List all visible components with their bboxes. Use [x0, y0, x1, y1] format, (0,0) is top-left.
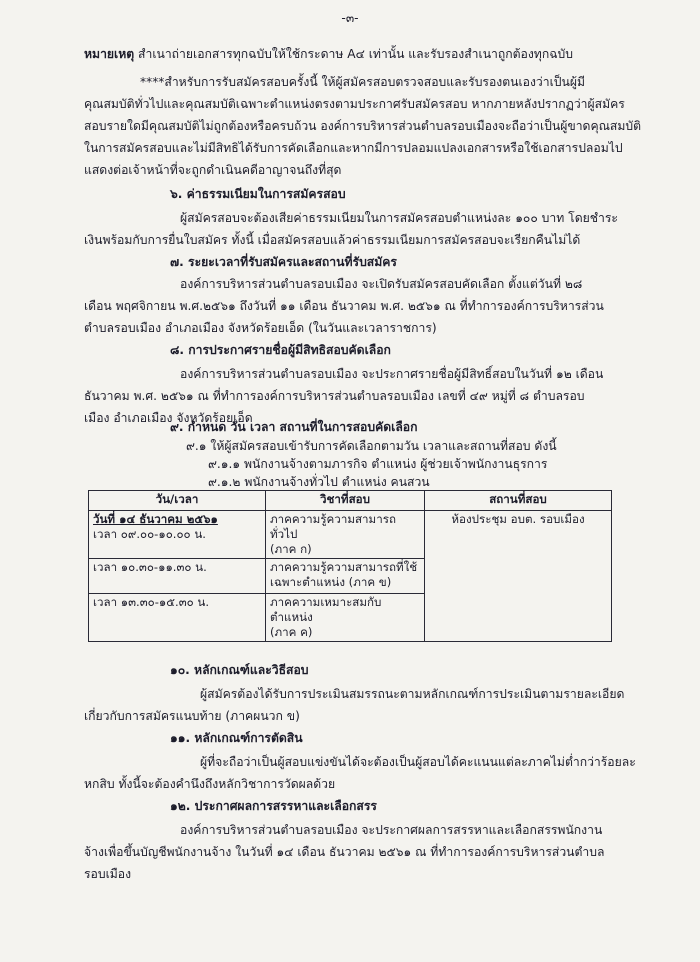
- section-11-heading: ๑๑. หลักเกณฑ์การตัดสิน: [170, 731, 303, 745]
- table-header-row: [89, 491, 612, 511]
- section-8-line-3: เมือง อำเภอเมือง จังหวัดร้อยเอ็ด: [84, 411, 253, 425]
- time-slot: เวลา ๐๙.๐๐-๑๐.๐๐ น.: [93, 527, 206, 541]
- remark-label: หมายเหตุ: [84, 47, 135, 61]
- subject-line: เฉพาะตำแหน่ง (ภาค ข): [270, 575, 392, 589]
- table-row: [89, 511, 612, 559]
- intro-line-3: สอบรายใดมีคุณสมบัติไม่ถูกต้องหรือครบถ้วน องค์การบริหารส่วนตำบลรอบเมืองจะถือว่าเป็นผู้ขาดคุณสมบัติ: [84, 119, 642, 133]
- header-date-time: วัน/เวลา: [89, 491, 266, 511]
- section-9-item-1: ๙.๑.๑ พนักงานจ้างตามภารกิจ ตำแหน่ง ผู้ช่วยเจ้าพนักงานธุรการ: [208, 457, 548, 471]
- header-venue: สถานที่สอบ: [425, 491, 612, 511]
- section-8-line-1: องค์การบริหารส่วนตำบลรอบเมือง จะประกาศรายชื่อผู้มีสิทธิ์สอบในวันที่ ๑๒ เดือน: [180, 367, 604, 381]
- section-7-line-2: เดือน พฤศจิกายน พ.ศ.๒๕๖๑ ถึงวันที่ ๑๑ เดือน ธันวาคม พ.ศ. ๒๕๖๑ ณ ที่ทำการองค์การบริหารส่วน: [84, 299, 604, 313]
- section-8-heading: ๘. การประกาศรายชื่อผู้มีสิทธิสอบคัดเลือก: [170, 343, 391, 357]
- section-10-heading: ๑๐. หลักเกณฑ์และวิธีสอบ: [170, 663, 309, 677]
- page-number: -๓-: [341, 11, 359, 25]
- section-7-line-3: ตำบลรอบเมือง อำเภอเมือง จังหวัดร้อยเอ็ด (ในวันและเวลาราชการ): [84, 321, 437, 335]
- intro-line-5: แสดงต่อเจ้าหน้าที่จะถูกดำเนินคดีอาญาจนถึงที่สุด: [84, 163, 342, 177]
- section-6-line-1: ผู้สมัครสอบจะต้องเสียค่าธรรมเนียมในการสมัครสอบตำแหน่งละ ๑๐๐ บาท โดยชำระ: [180, 211, 618, 225]
- section-9-heading: ๙. กำหนด วัน เวลา สถานที่ในการสอบคัดเลือก: [170, 420, 418, 434]
- section-9-item-2: ๙.๑.๒ พนักงานจ้างทั่วไป ตำแหน่ง คนสวน: [208, 475, 430, 489]
- section-12-line-1: องค์การบริหารส่วนตำบลรอบเมือง จะประกาศผลการสรรหาและเลือกสรรพนักงาน: [180, 823, 603, 837]
- section-7-heading: ๗. ระยะเวลาที่รับสมัครและสถานที่รับสมัคร: [170, 255, 397, 269]
- section-10-line-1: ผู้สมัครต้องได้รับการประเมินสมรรถนะตามหลักเกณฑ์การประเมินตามรายละเอียด: [200, 687, 625, 701]
- intro-line-4: ในการสมัครสอบและไม่มีสิทธิได้รับการคัดเลือกและหากมีการปลอมแปลงเอกสารหรือใช้เอกสารปลอมไป: [84, 141, 623, 155]
- section-11-line-2: หกสิบ ทั้งนี้จะต้องคำนึงถึงหลักวิชาการวัดผลด้วย: [84, 777, 336, 791]
- section-6-line-2: เงินพร้อมกับการยื่นใบสมัคร ทั้งนี้ เมื่อสมัครสอบแล้วค่าธรรมเนียมการสมัครสอบจะเรียกคืนไม่ได้: [84, 233, 581, 247]
- venue: ห้องประชุม อบต. รอบเมือง: [451, 512, 585, 526]
- subject-line: (ภาค ก): [270, 542, 312, 556]
- remark-line: [84, 46, 573, 62]
- subject-line: ภาคความรู้ความสามารถทั่วไป: [270, 512, 396, 541]
- subject-line: ภาคความรู้ความสามารถที่ใช้: [270, 560, 418, 574]
- section-6-heading: ๖. ค่าธรรมเนียมในการสมัครสอบ: [170, 187, 346, 201]
- section-12-line-2: จ้างเพื่อขึ้นบัญชีพนักงานจ้าง ในวันที่ ๑๔ เดือน ธันวาคม ๒๕๖๑ ณ ที่ทำการองค์การบริหารส่วนตำบล: [84, 845, 605, 859]
- section-7-line-1: องค์การบริหารส่วนตำบลรอบเมือง จะเปิดรับสมัครสอบคัดเลือก ตั้งแต่วันที่ ๒๘: [180, 277, 583, 291]
- exam-date: วันที่ ๑๔ ธันวาคม ๒๕๖๑: [93, 512, 218, 526]
- subject-line: (ภาค ค): [270, 625, 313, 639]
- schedule-table: [88, 490, 612, 642]
- section-11-line-1: ผู้ที่จะถือว่าเป็นผู้สอบแข่งขันได้จะต้องเป็นผู้สอบได้คะแนนแต่ละภาคไม่ต่ำกว่าร้อยละ: [200, 755, 636, 769]
- intro-line-2: คุณสมบัติทั่วไปและคุณสมบัติเฉพาะตำแหน่งตรงตามประกาศรับสมัครสอบ หากภายหลังปรากฏว่าผู้สมัคร: [84, 97, 625, 111]
- section-10-line-2: เกี่ยวกับการสมัครแนบท้าย (ภาคผนวก ข): [84, 709, 300, 723]
- section-8-line-2: ธันวาคม พ.ศ. ๒๕๖๑ ณ ที่ทำการองค์การบริหารส่วนตำบลรอบเมือง เลขที่ ๔๙ หมู่ที่ ๘ ตำบลรอบ: [84, 389, 585, 403]
- intro-line-1: ****สำหรับการรับสมัครสอบครั้งนี้ ให้ผู้สมัครสอบตรวจสอบและรับรองตนเองว่าเป็นผู้มี: [140, 75, 586, 89]
- section-12-heading: ๑๒. ประกาศผลการสรรหาและเลือกสรร: [170, 799, 377, 813]
- header-subject: วิชาที่สอบ: [266, 491, 425, 511]
- section-12-line-3: รอบเมือง: [84, 867, 132, 881]
- remark-text: สำเนาถ่ายเอกสารทุกฉบับให้ใช้กระดาษ A๔ เท่านั้น และรับรองสำเนาถูกต้องทุกฉบับ: [138, 47, 573, 61]
- subject-line: ภาคความเหมาะสมกับตำแหน่ง: [270, 595, 382, 624]
- section-9-sub-1: ๙.๑ ให้ผู้สมัครสอบเข้ารับการคัดเลือกตามวัน เวลาและสถานที่สอบ ดังนี้: [186, 439, 557, 453]
- time-slot: เวลา ๑๓.๓๐-๑๕.๓๐ น.: [93, 595, 210, 609]
- time-slot: เวลา ๑๐.๓๐-๑๑.๓๐ น.: [93, 560, 207, 574]
